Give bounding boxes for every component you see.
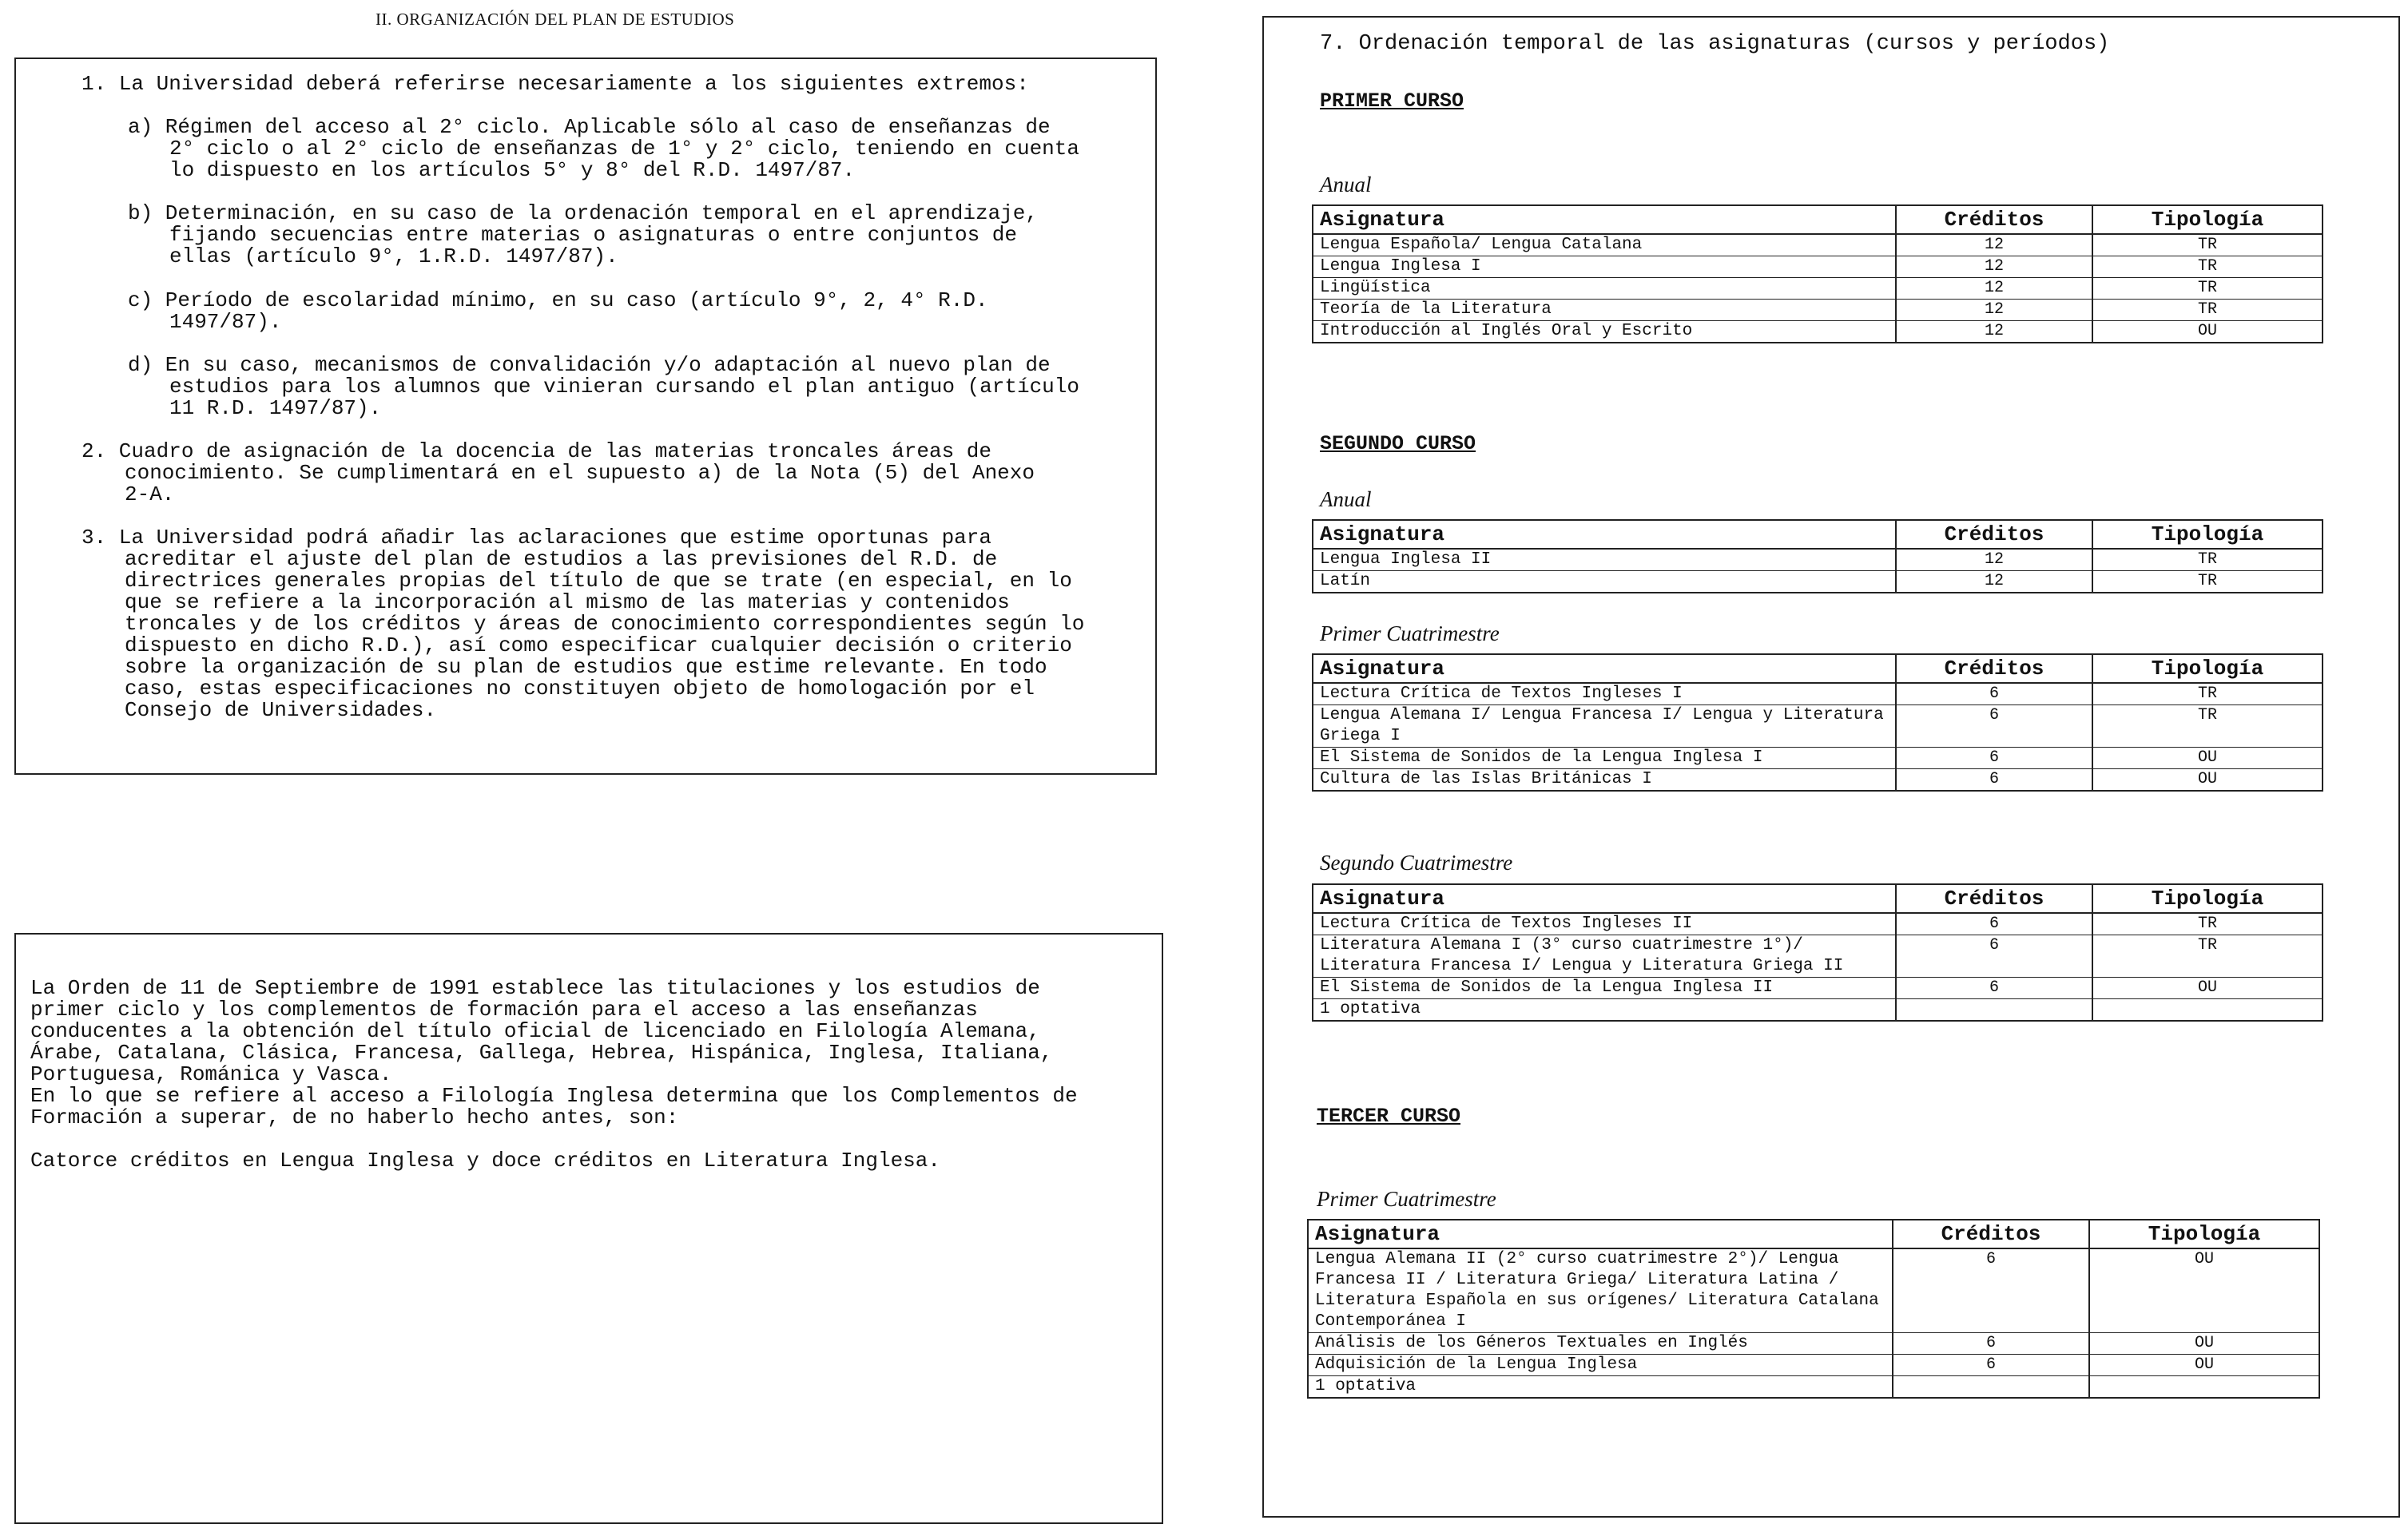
frame-bottom-rule — [1262, 1516, 2400, 1518]
instruction-line: acreditar el ajuste del plan de estudios a las previsiones del R.D. de — [125, 547, 998, 571]
header-asignatura: Asignatura — [1313, 520, 1896, 549]
cell-asignatura: Introducción al Inglés Oral y Escrito — [1313, 321, 1896, 343]
instruction-line: troncales y de los créditos y áreas de conocimiento correspondientes según lo — [125, 612, 1085, 636]
table-row — [1313, 278, 2323, 300]
header-creditos: Créditos — [1896, 520, 2092, 549]
cell-creditos — [1893, 1376, 2089, 1399]
instruction-line: Consejo de Universidades. — [125, 698, 437, 722]
cell-asignatura: Lingüística — [1313, 278, 1896, 300]
cell-creditos — [1896, 999, 2092, 1022]
cell-creditos: 6 — [1896, 978, 2092, 999]
instruction-line: fijando secuencias entre materias o asignaturas o entre conjuntos de — [169, 223, 1017, 247]
cell-tipologia: TR — [2092, 683, 2323, 705]
table-row — [1308, 1355, 2319, 1376]
cell-tipologia: OU — [2092, 769, 2323, 792]
instruction-line: 11 R.D. 1497/87). — [169, 396, 382, 420]
year-heading-segundo: SEGUNDO CURSO — [1320, 432, 1476, 455]
access-note-box — [14, 933, 1163, 1524]
header-tipologia: Tipología — [2092, 884, 2323, 913]
cell-tipologia: TR — [2092, 549, 2323, 571]
header-asignatura: Asignatura — [1313, 205, 1896, 234]
header-asignatura: Asignatura — [1308, 1220, 1893, 1248]
cell-tipologia — [2092, 999, 2323, 1022]
course-table-segundo-cuat1 — [1312, 653, 2323, 792]
table-row — [1313, 978, 2323, 999]
cell-tipologia: TR — [2092, 300, 2323, 321]
period-label: Primer Cuatrimestre — [1320, 621, 1500, 645]
table-row — [1313, 571, 2323, 593]
cell-asignatura: Cultura de las Islas Británicas I — [1313, 769, 1896, 792]
cell-asignatura: El Sistema de Sonidos de la Lengua Inglesa I — [1313, 748, 1896, 769]
header-tipologia: Tipología — [2092, 654, 2323, 683]
cell-creditos: 6 — [1893, 1333, 2089, 1355]
cell-tipologia — [2089, 1376, 2319, 1399]
course-table-tercer-cuat1 — [1307, 1219, 2320, 1399]
cell-asignatura: Latín — [1313, 571, 1896, 593]
period-label: Anual — [1320, 173, 1372, 196]
table-row — [1313, 321, 2323, 343]
year-heading-primer: PRIMER CURSO — [1320, 89, 1464, 113]
cell-tipologia: TR — [2092, 935, 2323, 978]
cell-tipologia: OU — [2089, 1355, 2319, 1376]
table-row — [1308, 1376, 2319, 1399]
table-row — [1313, 683, 2323, 705]
cell-tipologia: OU — [2092, 748, 2323, 769]
cell-asignatura: Lectura Crítica de Textos Ingleses I — [1313, 683, 1896, 705]
cell-asignatura: 1 optativa — [1313, 999, 1896, 1022]
cell-tipologia: TR — [2092, 705, 2323, 748]
cell-asignatura: Literatura Alemana I (3° curso cuatrimestre 1°)/ Literatura Francesa I/ Lengua y Literatura Griega II — [1313, 935, 1896, 978]
header-creditos: Créditos — [1893, 1220, 2089, 1248]
table-row — [1313, 300, 2323, 321]
table-row — [1313, 256, 2323, 278]
cell-creditos: 6 — [1896, 683, 2092, 705]
note-line: primer ciclo y los complementos de formación para el acceso a las enseñanzas — [30, 998, 978, 1022]
table-row — [1313, 913, 2323, 935]
instruction-line: que se refiere a la incorporación al mismo de las materias y contenidos — [125, 590, 1010, 614]
cell-asignatura: Lectura Crítica de Textos Ingleses II — [1313, 913, 1896, 935]
cell-tipologia: TR — [2092, 571, 2323, 593]
cell-asignatura: 1 optativa — [1308, 1376, 1893, 1399]
instruction-line: 2° ciclo o al 2° ciclo de enseñanzas de 1° y 2° ciclo, teniendo en cuenta — [169, 137, 1079, 161]
cell-creditos: 12 — [1896, 256, 2092, 278]
table-row — [1313, 748, 2323, 769]
cell-creditos: 6 — [1893, 1248, 2089, 1333]
note-line: Formación a superar, de no haberlo hecho antes, son: — [30, 1105, 679, 1129]
cell-asignatura: Lengua Inglesa II — [1313, 549, 1896, 571]
cell-creditos: 6 — [1896, 769, 2092, 792]
header-creditos: Créditos — [1896, 884, 2092, 913]
instruction-line: 1497/87). — [169, 310, 282, 334]
cell-tipologia: TR — [2092, 256, 2323, 278]
instruction-line: ellas (artículo 9°, 1.R.D. 1497/87). — [169, 244, 618, 268]
instruction-line: 2-A. — [125, 482, 175, 506]
cell-asignatura: Teoría de la Literatura — [1313, 300, 1896, 321]
instruction-line: 3. La Universidad podrá añadir las aclaraciones que estime oportunas para — [81, 526, 991, 550]
instruction-line: d) En su caso, mecanismos de convalidación y/o adaptación al nuevo plan de — [128, 353, 1051, 377]
header-asignatura: Asignatura — [1313, 654, 1896, 683]
cell-creditos: 12 — [1896, 278, 2092, 300]
cell-tipologia: TR — [2092, 913, 2323, 935]
table-row — [1313, 935, 2323, 978]
instruction-line: c) Período de escolaridad mínimo, en su caso (artículo 9°, 2, 4° R.D. — [128, 288, 988, 312]
cell-creditos: 12 — [1896, 571, 2092, 593]
cell-asignatura: Lengua Inglesa I — [1313, 256, 1896, 278]
header-tipologia: Tipología — [2089, 1220, 2319, 1248]
cell-tipologia: OU — [2089, 1333, 2319, 1355]
course-table-segundo-anual — [1312, 519, 2323, 593]
cell-tipologia: TR — [2092, 278, 2323, 300]
cell-asignatura: Adquisición de la Lengua Inglesa — [1308, 1355, 1893, 1376]
instruction-line: lo dispuesto en los artículos 5° y 8° del R.D. 1497/87. — [169, 158, 856, 182]
period-label: Primer Cuatrimestre — [1317, 1187, 1496, 1211]
cell-tipologia: OU — [2092, 321, 2323, 343]
year-heading-tercer: TERCER CURSO — [1317, 1105, 1461, 1128]
section-title-organizacion: II. ORGANIZACIÓN DEL PLAN DE ESTUDIOS — [376, 10, 735, 29]
instructions-box — [14, 58, 1157, 775]
cell-creditos: 6 — [1893, 1355, 2089, 1376]
note-line: Portuguesa, Románica y Vasca. — [30, 1062, 392, 1086]
section-title-ordenacion: 7. Ordenación temporal de las asignaturas (cursos y períodos) — [1320, 32, 2110, 56]
header-creditos: Créditos — [1896, 205, 2092, 234]
table-row — [1313, 234, 2323, 256]
cell-asignatura: Lengua Alemana I/ Lengua Francesa I/ Lengua y Literatura Griega I — [1313, 705, 1896, 748]
note-line: Árabe, Catalana, Clásica, Francesa, Gallega, Hebrea, Hispánica, Inglesa, Italiana, — [30, 1041, 1053, 1065]
table-row — [1313, 549, 2323, 571]
instruction-line: sobre la organización de su plan de estudios que estime relevante. En todo — [125, 655, 1047, 679]
cell-tipologia: TR — [2092, 234, 2323, 256]
table-row — [1313, 705, 2323, 748]
table-row — [1308, 1248, 2319, 1333]
header-asignatura: Asignatura — [1313, 884, 1896, 913]
cell-creditos: 6 — [1896, 913, 2092, 935]
cell-creditos: 12 — [1896, 549, 2092, 571]
header-tipologia: Tipología — [2092, 205, 2323, 234]
course-table-segundo-cuat2 — [1312, 883, 2323, 1022]
course-table-primer-anual — [1312, 204, 2323, 343]
cell-tipologia: OU — [2089, 1248, 2319, 1333]
cell-creditos: 12 — [1896, 234, 2092, 256]
cell-creditos: 12 — [1896, 321, 2092, 343]
instruction-line: caso, estas especificaciones no constituyen objeto de homologación por el — [125, 677, 1035, 701]
period-label: Anual — [1320, 487, 1372, 511]
note-line: conducentes a la obtención del título oficial de licenciado en Filología Alemana, — [30, 1019, 1040, 1043]
table-row — [1308, 1333, 2319, 1355]
table-row — [1313, 769, 2323, 792]
instruction-line: conocimiento. Se cumplimentará en el supuesto a) de la Nota (5) del Anexo — [125, 461, 1035, 485]
cell-creditos: 6 — [1896, 705, 2092, 748]
instruction-line: 1. La Universidad deberá referirse necesariamente a los siguientes extremos: — [81, 72, 1029, 96]
note-line: Catorce créditos en Lengua Inglesa y doce créditos en Literatura Inglesa. — [30, 1149, 940, 1173]
note-line: En lo que se refiere al acceso a Filología Inglesa determina que los Complementos de — [30, 1084, 1078, 1108]
instruction-line: dispuesto en dicho R.D.), así como especificar cualquier decisión o criterio — [125, 633, 1072, 657]
cell-creditos: 6 — [1896, 748, 2092, 769]
cell-asignatura: Análisis de los Géneros Textuales en Inglés — [1308, 1333, 1893, 1355]
instruction-line: 2. Cuadro de asignación de la docencia de las materias troncales áreas de — [81, 439, 991, 463]
period-label: Segundo Cuatrimestre — [1320, 851, 1513, 875]
instruction-line: directrices generales propias del título de que se trate (en especial, en lo — [125, 569, 1072, 593]
header-tipologia: Tipología — [2092, 520, 2323, 549]
cell-tipologia: OU — [2092, 978, 2323, 999]
instruction-line: b) Determinación, en su caso de la ordenación temporal en el aprendizaje, — [128, 201, 1038, 225]
table-row — [1313, 999, 2323, 1022]
cell-asignatura: El Sistema de Sonidos de la Lengua Inglesa II — [1313, 978, 1896, 999]
instruction-line: a) Régimen del acceso al 2° ciclo. Aplicable sólo al caso de enseñanzas de — [128, 115, 1051, 139]
cell-creditos: 12 — [1896, 300, 2092, 321]
cell-asignatura: Lengua Española/ Lengua Catalana — [1313, 234, 1896, 256]
cell-creditos: 6 — [1896, 935, 2092, 978]
note-line: La Orden de 11 de Septiembre de 1991 establece las titulaciones y los estudios de — [30, 976, 1040, 1000]
cell-asignatura: Lengua Alemana II (2° curso cuatrimestre 2°)/ Lengua Francesa II / Literatura Griega/ Literatura Latina / Literatura Española en sus orígenes/ Literatura Catalana Contemporánea I — [1308, 1248, 1893, 1333]
instruction-line: estudios para los alumnos que vinieran cursando el plan antiguo (artículo — [169, 375, 1079, 399]
header-creditos: Créditos — [1896, 654, 2092, 683]
